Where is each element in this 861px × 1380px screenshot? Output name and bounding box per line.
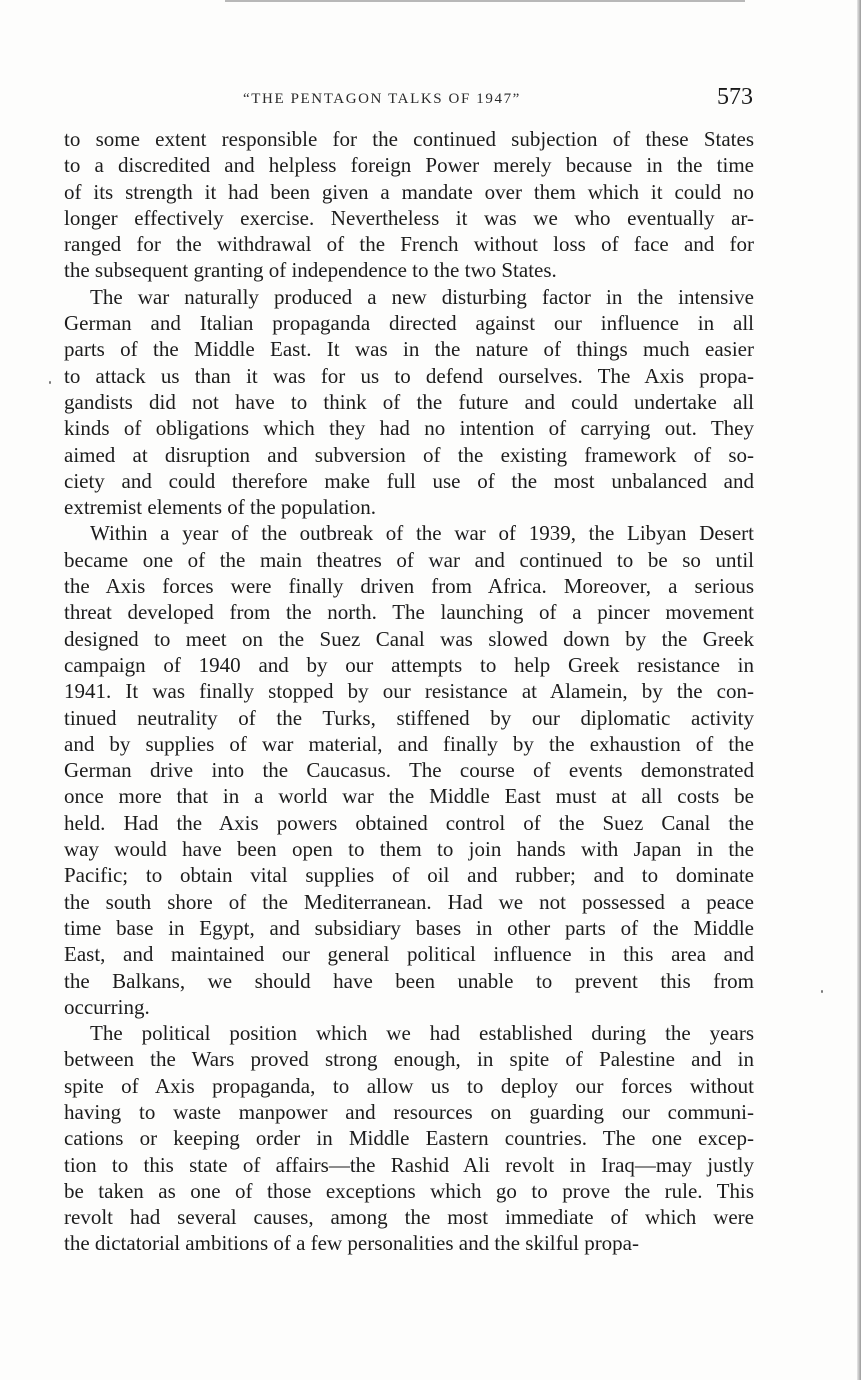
text-line: ciety and could therefore make full use of the most unbalanced and xyxy=(64,468,754,493)
text-line: kinds of obligations which they had no intention of carrying out. They xyxy=(64,416,754,441)
text-line: held. Had the Axis powers obtained control of the Suez Canal the xyxy=(64,810,754,835)
text-line: became one of the main theatres of war and continued to be so until xyxy=(64,547,754,572)
paragraph xyxy=(64,284,754,521)
text-line: be taken as one of those exceptions which go to prove the rule. This xyxy=(64,1178,754,1203)
text-line: Within a year of the outbreak of the war of 1939, the Libyan Desert xyxy=(90,521,754,546)
text-line: the dictatorial ambitions of a few personalities and the skilful propa- xyxy=(64,1231,639,1256)
text-line: East, and maintained our general political influence in this area and xyxy=(64,942,754,967)
text-line: to attack us than it was for us to defend ourselves. The Axis propa- xyxy=(64,363,754,388)
text-line: extremist elements of the population. xyxy=(64,495,377,520)
running-header xyxy=(0,84,861,114)
scan-speck xyxy=(49,381,51,384)
text-line: to a discredited and helpless foreign Power merely because in the time xyxy=(64,153,754,178)
text-line: German and Italian propaganda directed against our influence in all xyxy=(64,311,754,336)
text-line: the subsequent granting of independence to the two States. xyxy=(64,258,557,283)
text-line: way would have been open to them to join hands with Japan in the xyxy=(64,837,754,862)
text-line: longer effectively exercise. Nevertheless it was we who eventually ar- xyxy=(64,205,754,230)
top-edge-rule xyxy=(225,0,745,2)
text-line: threat developed from the north. The launching of a pincer movement xyxy=(64,600,754,625)
body-text xyxy=(64,126,754,1257)
text-line: parts of the Middle East. It was in the nature of things much easier xyxy=(64,337,754,362)
text-line: cations or keeping order in Middle Eastern countries. The one excep- xyxy=(64,1126,754,1151)
running-title: “THE PENTAGON TALKS OF 1947” xyxy=(243,91,521,107)
text-line: The political position which we had established during the years xyxy=(90,1021,754,1046)
text-line: once more that in a world war the Middle East must at all costs be xyxy=(64,784,754,809)
page-edge-shadow xyxy=(857,0,861,1380)
text-line: ranged for the withdrawal of the French without loss of face and for xyxy=(64,232,754,257)
text-line: the Balkans, we should have been unable to prevent this from xyxy=(64,968,754,993)
text-line: the Axis forces were finally driven from Africa. Moreover, a serious xyxy=(64,574,754,599)
text-line: spite of Axis propaganda, to allow us to deploy our forces without xyxy=(64,1073,754,1098)
text-line: designed to meet on the Suez Canal was slowed down by the Greek xyxy=(64,626,754,651)
text-line: between the Wars proved strong enough, in spite of Palestine and in xyxy=(64,1047,754,1072)
text-line: tinued neutrality of the Turks, stiffened by our diplomatic activity xyxy=(64,705,754,730)
paragraph xyxy=(64,1020,754,1257)
text-line: and by supplies of war material, and finally by the exhaustion of the xyxy=(64,731,754,756)
text-line: 1941. It was finally stopped by our resistance at Alamein, by the con- xyxy=(64,679,754,704)
text-line: time base in Egypt, and subsidiary bases in other parts of the Middle xyxy=(64,915,754,940)
text-line: occurring. xyxy=(64,994,150,1019)
scan-speck xyxy=(821,990,823,993)
paragraph xyxy=(64,520,754,1020)
text-line: having to waste manpower and resources on guarding our communi- xyxy=(64,1099,754,1124)
paragraph xyxy=(64,126,754,284)
text-line: of its strength it had been given a mandate over them which it could no xyxy=(64,179,754,204)
text-line: Pacific; to obtain vital supplies of oil and rubber; and to dominate xyxy=(64,863,754,888)
page-number: 573 xyxy=(717,84,753,110)
text-line: The war naturally produced a new disturbing factor in the intensive xyxy=(90,284,754,309)
text-line: gandists did not have to think of the future and could undertake all xyxy=(64,389,754,414)
text-line: tion to this state of affairs—the Rashid Ali revolt in Iraq—may justly xyxy=(64,1152,754,1177)
text-line: German drive into the Caucasus. The course of events demonstrated xyxy=(64,758,754,783)
text-line: aimed at disruption and subversion of the existing framework of so- xyxy=(64,442,754,467)
text-line: to some extent responsible for the continued subjection of these States xyxy=(64,127,754,151)
text-line: the south shore of the Mediterranean. Had we not possessed a peace xyxy=(64,889,754,914)
text-line: revolt had several causes, among the most immediate of which were xyxy=(64,1205,754,1230)
text-line: campaign of 1940 and by our attempts to help Greek resistance in xyxy=(64,652,754,677)
